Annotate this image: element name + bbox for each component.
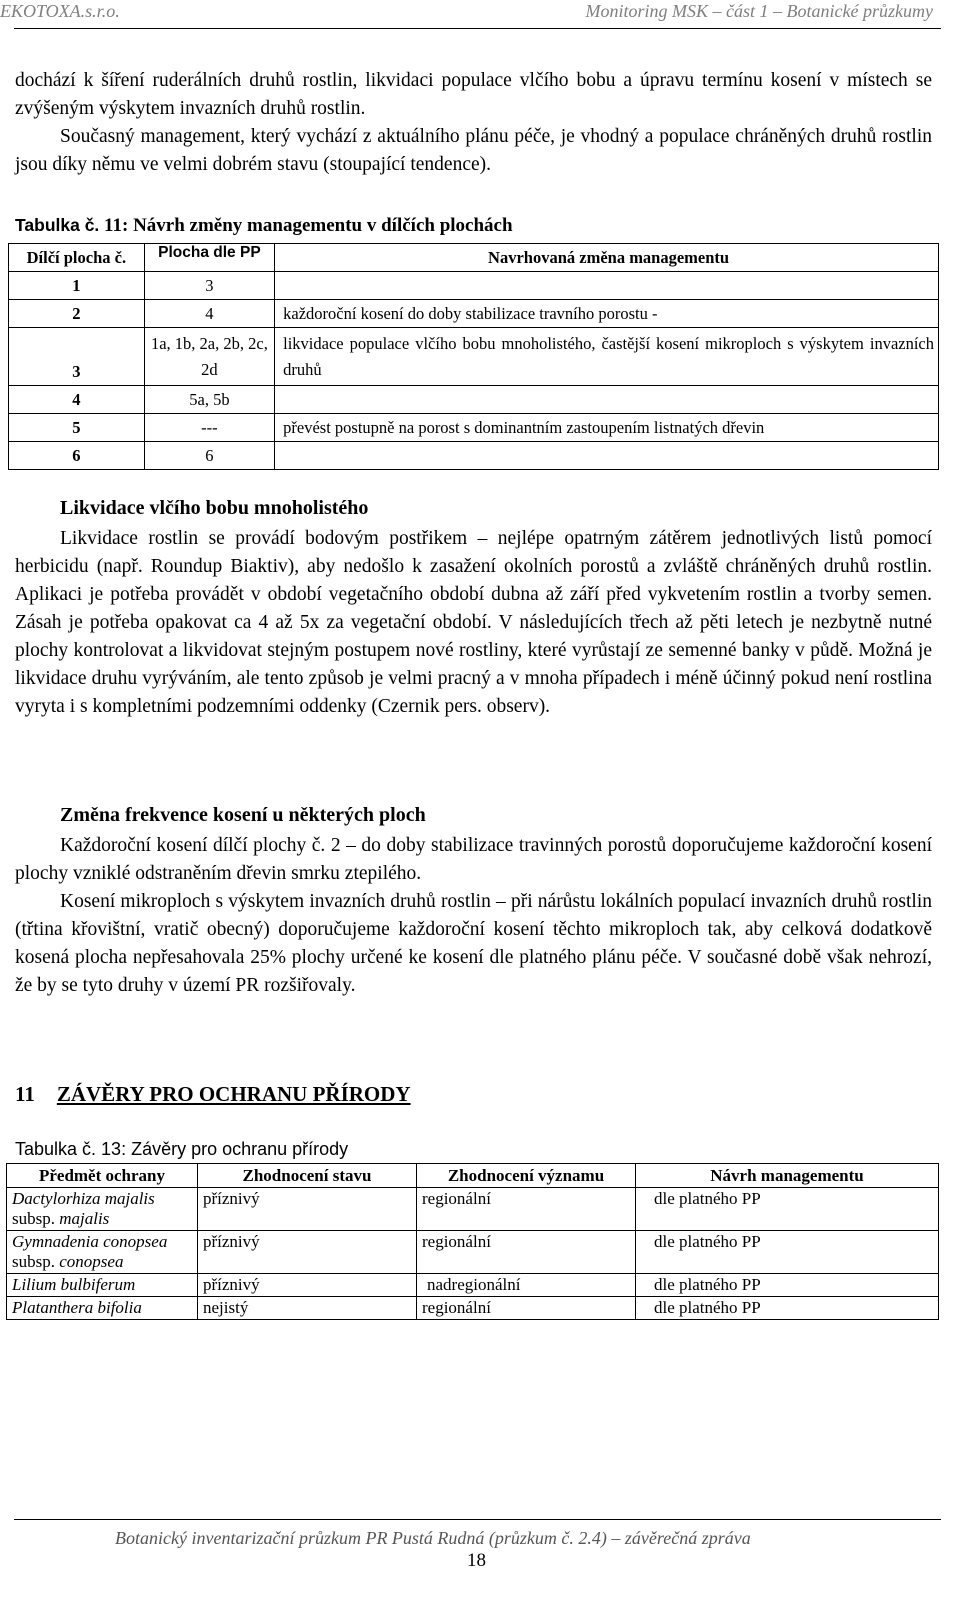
table13-caption <box>15 1139 348 1161</box>
table13-cell: regionální <box>417 1297 636 1320</box>
subsp-name: conopsea <box>59 1252 124 1271</box>
table13-header-cell: Zhodnocení významu <box>417 1164 636 1188</box>
subsp-name: majalis <box>59 1209 110 1228</box>
table11-cell <box>275 442 939 470</box>
table-row <box>9 300 939 328</box>
table-row <box>9 442 939 470</box>
subsp-label: subsp. <box>12 1209 55 1228</box>
table13-cell: dle platného PP <box>636 1188 939 1231</box>
table11-cell: 4 <box>144 300 274 328</box>
table-row <box>9 272 939 300</box>
table11-cell: 5a, 5b <box>144 386 274 414</box>
table13-species-cell <box>7 1297 198 1320</box>
table11-cell: 5 <box>9 414 145 442</box>
table11-cell: 3 <box>144 272 274 300</box>
header-title: Monitoring MSK – část 1 – Botanické průzkumy <box>585 1 933 21</box>
table11-cell: likvidace populace vlčího bobu mnoholistého, častější kosení mikroploch s výskytem invazních druhů <box>275 328 939 386</box>
table13-cell: regionální <box>417 1188 636 1231</box>
table13-species-cell <box>7 1188 198 1231</box>
lupin-paragraph: Likvidace rostlin se provádí bodovým postřikem – nejlépe opatrným zátěrem jednotlivých listů pomocí herbicidu (např. Roundup Biaktiv), aby nedošlo k zasažení okolních porostů a zvláště chráněných druhů rostlin. Aplikaci je potřeba provádět v období vegetačního období dubna až září před vykvetením rostlin a tvorby semen. Zásah je potřeba opakovat ca 4 až 5x za vegetační období. V následujících třech až pěti letech je nezbytně nutné plochy kontrolovat a likvidovat stejným postupem nové rostliny, které vyrůstají ze semenné banky v půdě. Možná je likvidace druhu vyrýváním, ale tento způsob je velmi pracný a v mnoha případech i méně účinný pokud není rostlina vyryta i s kompletními podzemními oddenky (Czernik pers. observ). <box>15 528 932 717</box>
table13-species-cell <box>7 1274 198 1297</box>
page-number: 18 <box>467 1550 486 1571</box>
header-divider <box>14 28 941 29</box>
species-name: Platanthera bifolia <box>12 1298 142 1317</box>
intro-continuation <box>15 67 932 123</box>
table11-header-cell: Dílčí plocha č. <box>9 244 145 272</box>
species-name: Dactylorhiza majalis <box>12 1189 155 1208</box>
table13-cell: dle platného PP <box>636 1274 939 1297</box>
table13-header-cell: Zhodnocení stavu <box>198 1164 417 1188</box>
table13-header-cell: Předmět ochrany <box>7 1164 198 1188</box>
table11-cell <box>275 272 939 300</box>
table13-cell: příznivý <box>198 1274 417 1297</box>
table11-cell: převést postupně na porost s dominantním zastoupením listnatých dřevin <box>275 414 939 442</box>
table11-cell <box>275 386 939 414</box>
table11-header-cell: Plocha dle PP <box>144 244 274 272</box>
table11-caption-text: 11: Návrh změny managementu v dílčích plochách <box>99 215 513 236</box>
mowing-paragraph-2: Kosení mikroploch s výskytem invazních druhů rostlin – při nárůstu lokálních populací invazních druhů rostlin (třtina křovištní, vratič obecný) doporučujeme každoroční kosení těchto mikroploch tak, aby celková dodatkově kosená plocha nepřesahovala 25% plochy určené ke kosení dle platného plánu péče. V současné době však nehrozí, že by se tyto druhy v území PR rozšiřovaly. <box>15 891 932 996</box>
table-row <box>7 1231 939 1274</box>
mowing-paragraph-1: Každoroční kosení dílčí plochy č. 2 – do doby stabilizace travinných porostů doporučujeme každoroční kosení plochy vzniklé odstraněním dřevin smrku ztepilého. <box>15 835 932 884</box>
table-row <box>9 386 939 414</box>
footer-text: Botanický inventarizační průzkum PR Pustá Rudná (průzkum č. 2.4) – závěrečná zpráva <box>115 1528 751 1548</box>
table-row <box>9 328 939 386</box>
table13-cell: příznivý <box>198 1188 417 1231</box>
table13-cell: nadregionální <box>417 1274 636 1297</box>
header-company: EKOTOXA.s.r.o. <box>0 1 120 21</box>
lupin-heading: Likvidace vlčího bobu mnoholistého <box>60 497 369 519</box>
table13-species-cell <box>7 1231 198 1274</box>
table-row <box>7 1188 939 1231</box>
mowing-heading: Změna frekvence kosení u některých ploch <box>60 804 426 826</box>
table11 <box>8 243 939 470</box>
intro-paragraph-2: Současný management, který vychází z aktuálního plánu péče, je vhodný a populace chráněných druhů rostlin jsou díky němu ve velmi dobrém stavu (stoupající tendence). <box>15 126 932 175</box>
table11-cell: 6 <box>144 442 274 470</box>
table11-caption-label: Tabulka č. <box>15 215 100 235</box>
table11-cell: 3 <box>9 328 145 386</box>
table13-cell: dle platného PP <box>636 1231 939 1274</box>
chapter-number: 11 <box>15 1082 35 1106</box>
chapter-heading <box>15 1082 411 1107</box>
table-row <box>7 1274 939 1297</box>
table11-cell: 4 <box>9 386 145 414</box>
footer-divider <box>14 1519 941 1520</box>
table11-cell: 1 <box>9 272 145 300</box>
table-row <box>9 414 939 442</box>
species-name: Lilium bulbiferum <box>12 1275 136 1294</box>
table13-caption-text: Tabulka č. 13: Závěry pro ochranu přírody <box>15 1139 349 1159</box>
table13-cell: příznivý <box>198 1231 417 1274</box>
table-row <box>7 1297 939 1320</box>
table11-header-cell: Navrhovaná změna managementu <box>275 244 939 272</box>
table11-caption <box>15 215 513 237</box>
table13-header-row <box>7 1164 939 1188</box>
chapter-title: ZÁVĚRY PRO OCHRANU PŘÍRODY <box>56 1082 411 1106</box>
table13-cell: nejistý <box>198 1297 417 1320</box>
subsp-label: subsp. <box>12 1252 55 1271</box>
table13 <box>6 1163 939 1320</box>
table11-cell: 2 <box>9 300 145 328</box>
table11-cell: 6 <box>9 442 145 470</box>
table11-cell: 1a, 1b, 2a, 2b, 2c, 2d <box>144 328 274 386</box>
table13-cell: regionální <box>417 1231 636 1274</box>
intro-text: dochází k šíření ruderálních druhů rostlin, likvidaci populace vlčího bobu a úpravu termínu kosení v místech se zvýšeným výskytem invazních druhů rostlin. <box>15 70 932 119</box>
table13-header-cell: Návrh managementu <box>636 1164 939 1188</box>
table13-cell: dle platného PP <box>636 1297 939 1320</box>
species-name: Gymnadenia conopsea <box>12 1232 168 1251</box>
table11-cell: každoroční kosení do doby stabilizace travního porostu - <box>275 300 939 328</box>
table11-cell: --- <box>144 414 274 442</box>
table11-header-row <box>9 244 939 272</box>
